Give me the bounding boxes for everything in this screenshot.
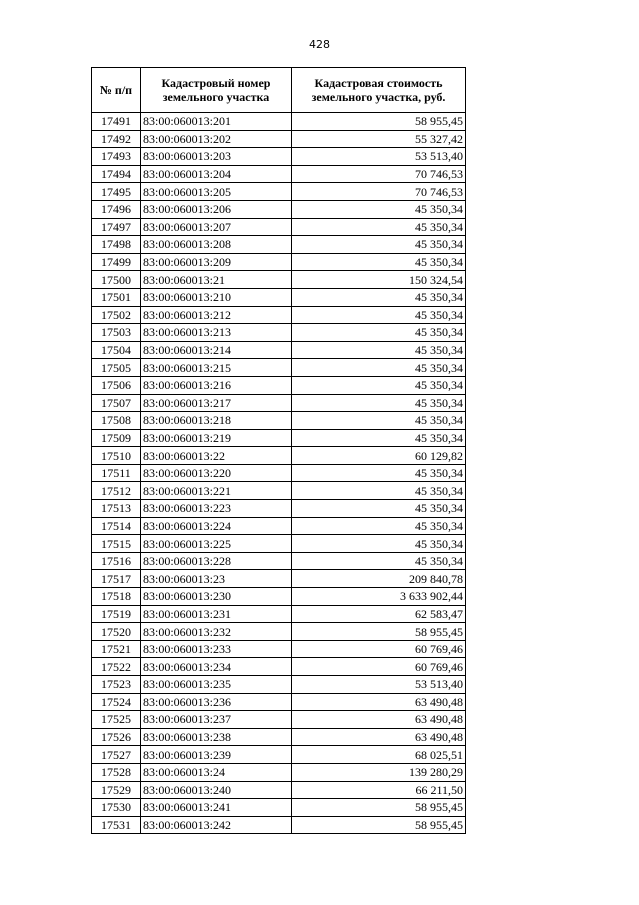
cadastral-value-table — [91, 67, 466, 834]
row-number-cell: 17511 — [92, 464, 141, 482]
cadastral-number-cell: 83:00:060013:228 — [141, 552, 292, 570]
row-number-cell: 17501 — [92, 288, 141, 306]
cadastral-cost-cell: 53 513,40 — [292, 676, 466, 694]
table-row — [92, 552, 466, 570]
cadastral-number-cell: 83:00:060013:208 — [141, 236, 292, 254]
cadastral-number-cell: 83:00:060013:23 — [141, 570, 292, 588]
table-row — [92, 799, 466, 817]
cadastral-number-cell: 83:00:060013:232 — [141, 623, 292, 641]
cadastral-cost-cell: 63 490,48 — [292, 728, 466, 746]
table-row — [92, 271, 466, 289]
cadastral-cost-cell: 45 350,34 — [292, 236, 466, 254]
cadastral-number-cell: 83:00:060013:204 — [141, 165, 292, 183]
cadastral-cost-cell: 58 955,45 — [292, 113, 466, 131]
row-number-cell: 17517 — [92, 570, 141, 588]
table-row — [92, 306, 466, 324]
row-number-cell: 17506 — [92, 376, 141, 394]
table-row — [92, 500, 466, 518]
cadastral-number-cell: 83:00:060013:219 — [141, 429, 292, 447]
cadastral-number-cell: 83:00:060013:213 — [141, 324, 292, 342]
cadastral-cost-cell: 45 350,34 — [292, 306, 466, 324]
table-row — [92, 165, 466, 183]
header-row-number: № п/п — [92, 68, 141, 113]
cadastral-number-cell: 83:00:060013:214 — [141, 341, 292, 359]
row-number-cell: 17523 — [92, 676, 141, 694]
table-row — [92, 148, 466, 166]
cadastral-cost-cell: 62 583,47 — [292, 605, 466, 623]
cadastral-cost-cell: 139 280,29 — [292, 763, 466, 781]
table-row — [92, 447, 466, 465]
table-row — [92, 412, 466, 430]
cadastral-cost-cell: 45 350,34 — [292, 253, 466, 271]
row-number-cell: 17500 — [92, 271, 141, 289]
cadastral-cost-cell: 58 955,45 — [292, 816, 466, 834]
cadastral-number-cell: 83:00:060013:22 — [141, 447, 292, 465]
cadastral-number-cell: 83:00:060013:210 — [141, 288, 292, 306]
row-number-cell: 17514 — [92, 517, 141, 535]
cadastral-cost-cell: 3 633 902,44 — [292, 588, 466, 606]
cadastral-cost-cell: 60 769,46 — [292, 658, 466, 676]
row-number-cell: 17493 — [92, 148, 141, 166]
row-number-cell: 17512 — [92, 482, 141, 500]
table-row — [92, 676, 466, 694]
row-number-cell: 17524 — [92, 693, 141, 711]
table-row — [92, 200, 466, 218]
cadastral-number-cell: 83:00:060013:216 — [141, 376, 292, 394]
row-number-cell: 17508 — [92, 412, 141, 430]
cadastral-number-cell: 83:00:060013:205 — [141, 183, 292, 201]
cadastral-cost-cell: 63 490,48 — [292, 711, 466, 729]
cadastral-number-cell: 83:00:060013:21 — [141, 271, 292, 289]
cadastral-number-cell: 83:00:060013:236 — [141, 693, 292, 711]
row-number-cell: 17513 — [92, 500, 141, 518]
row-number-cell: 17518 — [92, 588, 141, 606]
cadastral-cost-cell: 45 350,34 — [292, 394, 466, 412]
cadastral-cost-cell: 60 769,46 — [292, 640, 466, 658]
table-row — [92, 746, 466, 764]
cadastral-number-cell: 83:00:060013:217 — [141, 394, 292, 412]
row-number-cell: 17502 — [92, 306, 141, 324]
cadastral-cost-cell: 45 350,34 — [292, 412, 466, 430]
cadastral-number-cell: 83:00:060013:223 — [141, 500, 292, 518]
row-number-cell: 17519 — [92, 605, 141, 623]
table-row — [92, 429, 466, 447]
cadastral-number-cell: 83:00:060013:240 — [141, 781, 292, 799]
table-row — [92, 623, 466, 641]
cadastral-number-cell: 83:00:060013:233 — [141, 640, 292, 658]
table-row — [92, 376, 466, 394]
cadastral-cost-cell: 68 025,51 — [292, 746, 466, 764]
cadastral-number-cell: 83:00:060013:241 — [141, 799, 292, 817]
table-row — [92, 517, 466, 535]
cadastral-cost-cell: 66 211,50 — [292, 781, 466, 799]
row-number-cell: 17525 — [92, 711, 141, 729]
cadastral-cost-cell: 45 350,34 — [292, 500, 466, 518]
cadastral-number-cell: 83:00:060013:207 — [141, 218, 292, 236]
table-row — [92, 394, 466, 412]
cadastral-cost-cell: 45 350,34 — [292, 517, 466, 535]
cadastral-number-cell: 83:00:060013:24 — [141, 763, 292, 781]
table-row — [92, 535, 466, 553]
table-row — [92, 324, 466, 342]
cadastral-number-cell: 83:00:060013:209 — [141, 253, 292, 271]
cadastral-number-cell: 83:00:060013:235 — [141, 676, 292, 694]
row-number-cell: 17499 — [92, 253, 141, 271]
table-row — [92, 236, 466, 254]
cadastral-cost-cell: 45 350,34 — [292, 482, 466, 500]
cadastral-cost-cell: 70 746,53 — [292, 165, 466, 183]
header-cadastral-number: Кадастровый номер земельного участка — [141, 68, 292, 113]
cadastral-cost-cell: 45 350,34 — [292, 341, 466, 359]
cadastral-number-cell: 83:00:060013:221 — [141, 482, 292, 500]
row-number-cell: 17528 — [92, 763, 141, 781]
cadastral-cost-cell: 55 327,42 — [292, 130, 466, 148]
cadastral-cost-cell: 45 350,34 — [292, 324, 466, 342]
row-number-cell: 17496 — [92, 200, 141, 218]
cadastral-number-cell: 83:00:060013:225 — [141, 535, 292, 553]
row-number-cell: 17507 — [92, 394, 141, 412]
cadastral-cost-cell: 70 746,53 — [292, 183, 466, 201]
cadastral-number-cell: 83:00:060013:220 — [141, 464, 292, 482]
row-number-cell: 17505 — [92, 359, 141, 377]
cadastral-cost-cell: 45 350,34 — [292, 376, 466, 394]
table-row — [92, 711, 466, 729]
cadastral-number-cell: 83:00:060013:224 — [141, 517, 292, 535]
cadastral-cost-cell: 209 840,78 — [292, 570, 466, 588]
cadastral-cost-cell: 53 513,40 — [292, 148, 466, 166]
cadastral-cost-cell: 58 955,45 — [292, 799, 466, 817]
table-row — [92, 482, 466, 500]
row-number-cell: 17498 — [92, 236, 141, 254]
row-number-cell: 17529 — [92, 781, 141, 799]
row-number-cell: 17516 — [92, 552, 141, 570]
row-number-cell: 17503 — [92, 324, 141, 342]
table-row — [92, 816, 466, 834]
row-number-cell: 17521 — [92, 640, 141, 658]
cadastral-number-cell: 83:00:060013:231 — [141, 605, 292, 623]
row-number-cell: 17510 — [92, 447, 141, 465]
row-number-cell: 17491 — [92, 113, 141, 131]
row-number-cell: 17494 — [92, 165, 141, 183]
cadastral-cost-cell: 58 955,45 — [292, 623, 466, 641]
table-row — [92, 781, 466, 799]
cadastral-number-cell: 83:00:060013:239 — [141, 746, 292, 764]
table-row — [92, 113, 466, 131]
table-row — [92, 658, 466, 676]
cadastral-number-cell: 83:00:060013:201 — [141, 113, 292, 131]
cadastral-number-cell: 83:00:060013:215 — [141, 359, 292, 377]
table-row — [92, 763, 466, 781]
header-cadastral-cost: Кадастровая стоимость земельного участка, руб. — [292, 68, 466, 113]
row-number-cell: 17495 — [92, 183, 141, 201]
table-row — [92, 253, 466, 271]
row-number-cell: 17527 — [92, 746, 141, 764]
table-row — [92, 588, 466, 606]
table-row — [92, 464, 466, 482]
row-number-cell: 17530 — [92, 799, 141, 817]
cadastral-cost-cell: 45 350,34 — [292, 218, 466, 236]
table-row — [92, 130, 466, 148]
table-row — [92, 693, 466, 711]
table-row — [92, 218, 466, 236]
cadastral-number-cell: 83:00:060013:238 — [141, 728, 292, 746]
table-row — [92, 341, 466, 359]
table-row — [92, 640, 466, 658]
cadastral-cost-cell: 45 350,34 — [292, 429, 466, 447]
cadastral-number-cell: 83:00:060013:203 — [141, 148, 292, 166]
row-number-cell: 17497 — [92, 218, 141, 236]
table-body — [92, 113, 466, 834]
cadastral-number-cell: 83:00:060013:212 — [141, 306, 292, 324]
table-row — [92, 728, 466, 746]
row-number-cell: 17509 — [92, 429, 141, 447]
cadastral-cost-cell: 45 350,34 — [292, 552, 466, 570]
cadastral-cost-cell: 45 350,34 — [292, 200, 466, 218]
cadastral-cost-cell: 60 129,82 — [292, 447, 466, 465]
table-header-row — [92, 68, 466, 113]
cadastral-cost-cell: 150 324,54 — [292, 271, 466, 289]
table-row — [92, 359, 466, 377]
row-number-cell: 17526 — [92, 728, 141, 746]
row-number-cell: 17504 — [92, 341, 141, 359]
cadastral-cost-cell: 45 350,34 — [292, 464, 466, 482]
cadastral-cost-cell: 45 350,34 — [292, 535, 466, 553]
cadastral-number-cell: 83:00:060013:218 — [141, 412, 292, 430]
cadastral-number-cell: 83:00:060013:202 — [141, 130, 292, 148]
row-number-cell: 17515 — [92, 535, 141, 553]
table-row — [92, 288, 466, 306]
cadastral-cost-cell: 45 350,34 — [292, 288, 466, 306]
table-row — [92, 183, 466, 201]
cadastral-number-cell: 83:00:060013:230 — [141, 588, 292, 606]
row-number-cell: 17522 — [92, 658, 141, 676]
cadastral-number-cell: 83:00:060013:234 — [141, 658, 292, 676]
row-number-cell: 17492 — [92, 130, 141, 148]
table-row — [92, 570, 466, 588]
table-row — [92, 605, 466, 623]
cadastral-number-cell: 83:00:060013:237 — [141, 711, 292, 729]
page-number: 428 — [309, 38, 330, 51]
row-number-cell: 17531 — [92, 816, 141, 834]
cadastral-cost-cell: 63 490,48 — [292, 693, 466, 711]
row-number-cell: 17520 — [92, 623, 141, 641]
cadastral-cost-cell: 45 350,34 — [292, 359, 466, 377]
cadastral-number-cell: 83:00:060013:206 — [141, 200, 292, 218]
cadastral-number-cell: 83:00:060013:242 — [141, 816, 292, 834]
